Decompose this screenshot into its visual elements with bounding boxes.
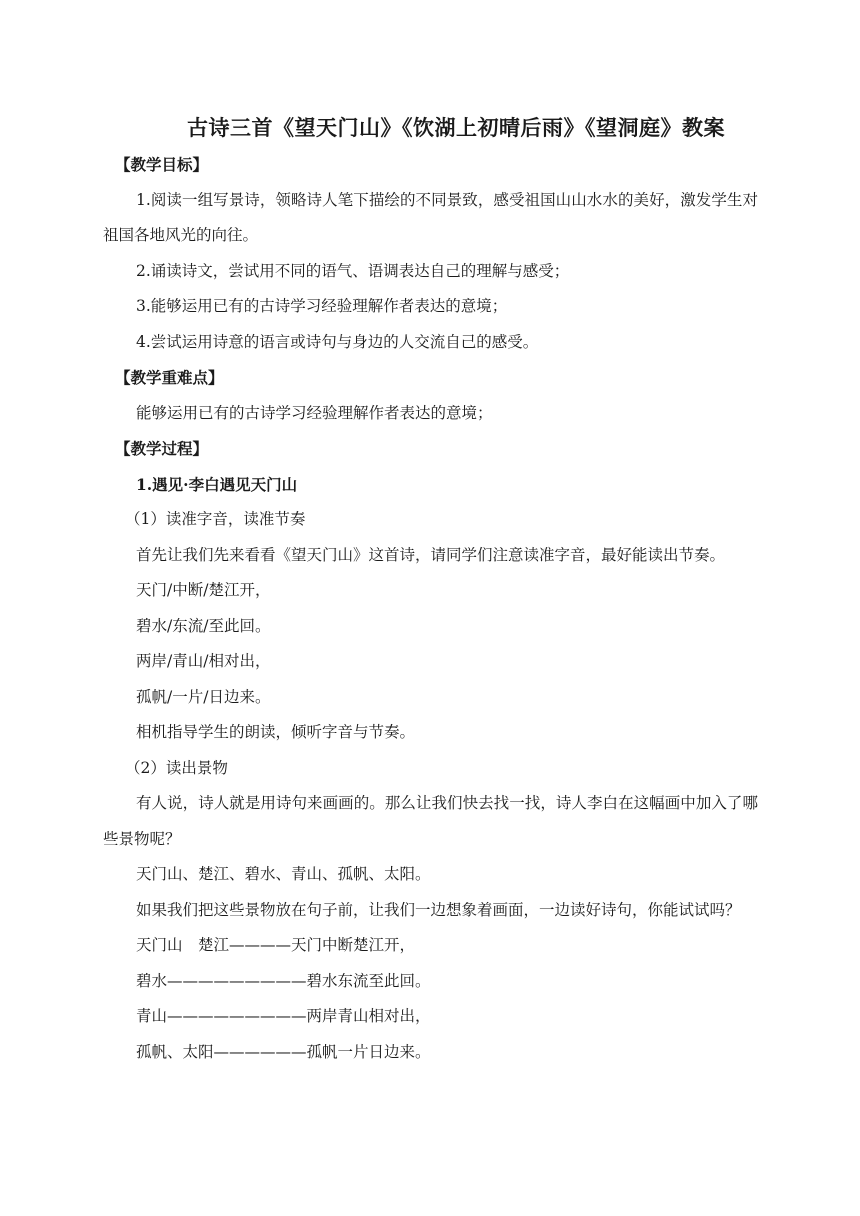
scenery-list: 天门山、楚江、碧水、青山、孤帆、太阳。: [136, 865, 431, 883]
sub-heading-2: （2）读出景物: [125, 758, 228, 777]
objectives-heading: 【教学目标】: [115, 155, 209, 174]
try-paragraph: 如果我们把这些景物放在句子前，让我们一边想象着画面，一边读好诗句，你能试试吗？: [136, 900, 741, 919]
poem-line-2: 碧水/东流/至此回。: [136, 616, 271, 635]
process-heading: 【教学过程】: [115, 439, 209, 458]
match-line-1: 天门山 楚江————天门中断楚江开，: [136, 936, 416, 954]
objective-item-4: 4.尝试运用诗意的语言或诗句与身边的人交流自己的感受。: [136, 332, 539, 351]
sub-heading-1: （1）读准字音，读准节奏: [125, 510, 306, 528]
poem-line-1: 天门/中断/楚江开，: [136, 581, 271, 599]
objective-item-3: 3.能够运用已有的古诗学习经验理解作者表达的意境；: [136, 297, 508, 315]
key-points-text: 能够运用已有的古诗学习经验理解作者表达的意境；: [136, 403, 493, 422]
key-points-heading: 【教学重难点】: [115, 368, 224, 387]
match-line-2: 碧水—————————碧水东流至此回。: [136, 971, 431, 990]
objective-item-1: 1.阅读一组写景诗，领略诗人笔下描绘的不同景致，感受祖国山山水水的美好，激发学生对祖国各地风光的向往。: [103, 190, 758, 244]
document-body: [103, 147, 758, 1070]
objective-item-2: 2.诵读诗文，尝试用不同的语气、语调表达自己的理解与感受；: [136, 261, 570, 280]
poem-line-3: 两岸/青山/相对出，: [136, 652, 271, 670]
sub2-paragraph: 有人说，诗人就是用诗句来画画的。那么让我们快去找一找，诗人李白在这幅画中加入了哪些景物呢？: [103, 794, 758, 848]
document-title: 古诗三首《望天门山》《饮湖上初晴后雨》《望洞庭》教案: [187, 115, 725, 140]
step1-title: 1.遇见·李白遇见天门山: [136, 474, 298, 494]
guide-paragraph: 相机指导学生的朗读，倾听字音与节奏。: [136, 723, 416, 741]
poem-line-4: 孤帆/一片/日边来。: [136, 687, 271, 706]
sub1-paragraph: 首先让我们先来看看《望天门山》这首诗，请同学们注意读准字音，最好能读出节奏。: [136, 545, 726, 564]
match-line-4: 孤帆、太阳——————孤帆一片日边来。: [136, 1042, 431, 1061]
match-line-3: 青山—————————两岸青山相对出，: [136, 1007, 431, 1025]
